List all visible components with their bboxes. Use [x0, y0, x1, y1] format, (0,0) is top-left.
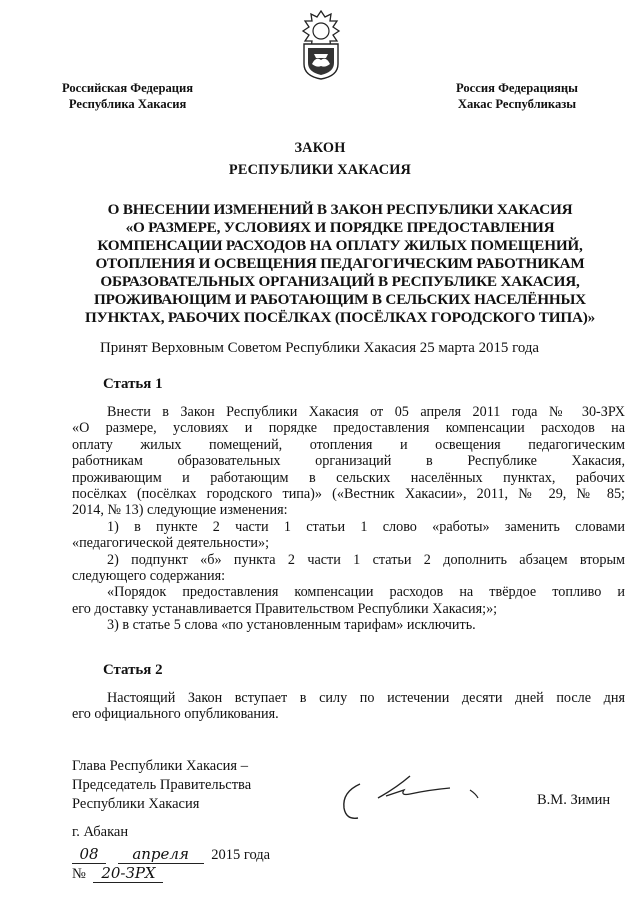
article-2-line: его официального опубликования.	[72, 706, 279, 723]
law-number	[72, 864, 163, 883]
article-1-line: 3) в статье 5 слова «по установленным тарифам» исключить.	[107, 617, 476, 634]
article-1-line: «педагогической деятельности»;	[72, 535, 270, 552]
article-1-body	[72, 404, 625, 633]
article-1-line: Внести в Закон Республики Хакасия от 05 апреля 2011 года № 30-ЗРХ	[107, 404, 625, 420]
adoption-note: Принят Верховным Советом Республики Хакасия 25 марта 2015 года	[100, 340, 540, 356]
city: г. Абакан	[72, 824, 129, 840]
document-type: ЗАКОН	[294, 140, 346, 156]
article-1-line: работникам образовательных организаций в Республике Хакасия,	[72, 453, 625, 470]
number-sign: №	[72, 866, 86, 882]
title-line: ОБРАЗОВАТЕЛЬНЫХ ОРГАНИЗАЦИЙ В РЕСПУБЛИКЕ ХАКАСИЯ,	[100, 273, 580, 290]
title-line: ОТОПЛЕНИЯ И ОСВЕЩЕНИЯ ПЕДАГОГИЧЕСКИМ РАБОТНИКАМ	[95, 255, 585, 272]
title-line: «О РАЗМЕРЕ, УСЛОВИЯХ И ПОРЯДКЕ ПРЕДОСТАВЛЕНИЯ	[125, 219, 555, 236]
signatory-name: В.М. Зимин	[537, 792, 611, 808]
signatory-position-line: Глава Республики Хакасия –	[72, 758, 248, 774]
document-title	[40, 201, 640, 327]
header-left	[62, 80, 193, 112]
title-line: ПРОЖИВАЮЩИМ И РАБОТАЮЩИМ В СЕЛЬСКИХ НАСЕЛЁННЫХ	[94, 291, 586, 308]
coat-of-arms-emblem	[298, 8, 344, 80]
signatory-position-line: Председатель Правительства	[72, 777, 252, 793]
article-1-line: 1) в пункте 2 части 1 статьи 1 слово «работы» заменить словами	[107, 518, 625, 535]
handwritten-day: 08	[72, 845, 106, 864]
article-1-line: оплату жилых помещений, отопления и освещения педагогическим	[72, 436, 625, 453]
header-left-republic: Республика Хакасия	[68, 97, 187, 111]
article-1-line: 2014, № 13) следующие изменения:	[72, 502, 288, 519]
title-line: О ВНЕСЕНИИ ИЗМЕНЕНИЙ В ЗАКОН РЕСПУБЛИКИ ХАКАСИЯ	[107, 201, 573, 218]
article-1-line: проживающим и работающим в сельских населённых пунктах, рабочих	[72, 469, 625, 486]
header-right	[456, 80, 578, 112]
header-right-country: Россия Федерацияңы	[456, 81, 578, 95]
article-1-line: «Порядок предоставления компенсации расходов на твёрдое топливо и	[107, 584, 625, 601]
signing-date	[72, 845, 270, 864]
article-1-line: его доставку устанавливается Правительством Республики Хакасия;»;	[72, 600, 498, 617]
handwritten-month: апреля	[118, 845, 204, 864]
article-2-line: Настоящий Закон вступает в силу по истечении десяти дней после дня	[107, 690, 625, 706]
handwritten-signature	[338, 770, 488, 826]
title-line: КОМПЕНСАЦИИ РАСХОДОВ НА ОПЛАТУ ЖИЛЫХ ПОМЕЩЕНИЙ,	[97, 237, 583, 254]
header-right-republic: Хакас Республиказы	[457, 97, 577, 111]
article-1-line: 2) подпункт «б» пункта 2 части 1 статьи 2 дополнить абзацем вторым	[107, 551, 625, 568]
article-2-heading: Статья 2	[103, 662, 163, 678]
year-text: 2015 года	[211, 847, 271, 863]
article-1-line: «О размере, условиях и порядке предоставления компенсации расходов на	[72, 420, 625, 437]
handwritten-number: 20-ЗРХ	[93, 864, 163, 883]
title-line: ПУНКТАХ, РАБОЧИХ ПОСЁЛКАХ (ПОСЁЛКАХ ГОРОДСКОГО ТИПА)»	[85, 309, 595, 326]
article-1-line: следующего содержания:	[72, 567, 226, 584]
header-left-country: Российская Федерация	[62, 81, 194, 95]
article-1-line: посёлках (посёлках городского типа)» («Вестник Хакасии», 2011, № 29, № 85;	[72, 485, 625, 502]
document-issuer: РЕСПУБЛИКИ ХАКАСИЯ	[228, 162, 412, 178]
article-1-heading: Статья 1	[103, 376, 163, 392]
article-2-body	[72, 690, 625, 723]
signatory-position	[72, 757, 251, 814]
signatory-position-line: Республики Хакасия	[72, 796, 200, 812]
